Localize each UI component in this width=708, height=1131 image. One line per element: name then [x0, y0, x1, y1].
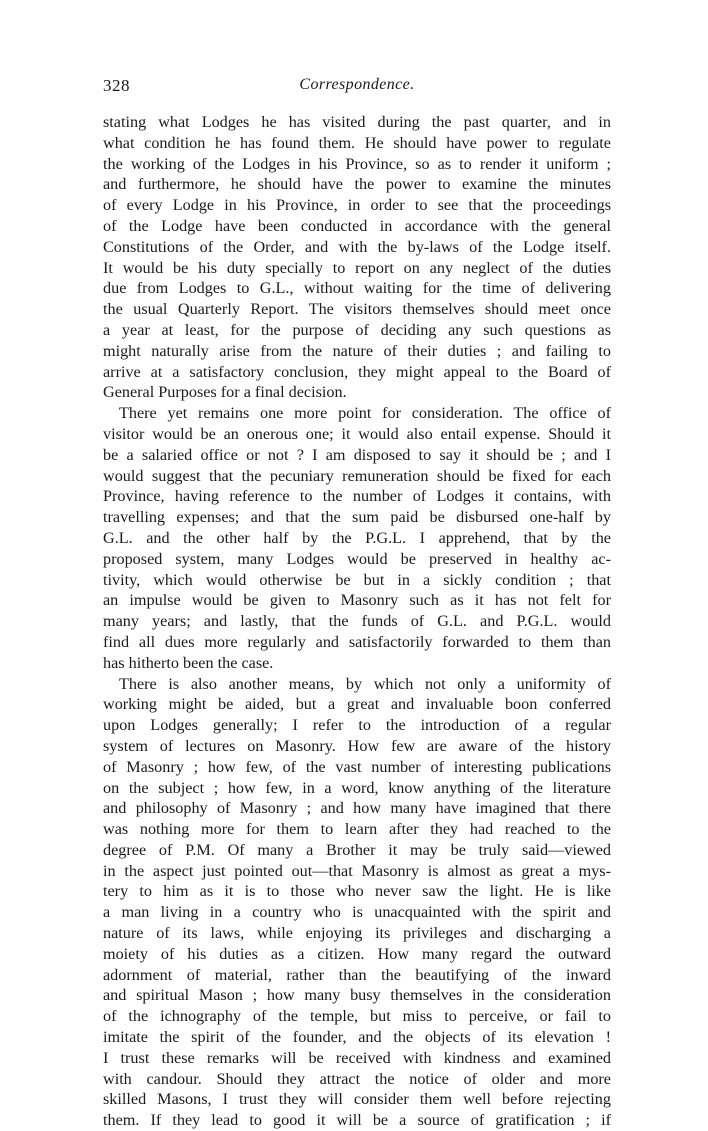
text-line: the usual Quarterly Report. The visitors themselves should meet once: [103, 300, 611, 319]
paragraph-start-line: There is also another means, by which not only a uniformity of: [119, 674, 611, 693]
text-line: of the ichnography of the temple, but miss to perceive, or fail to: [103, 1007, 611, 1026]
text-line: Province, having reference to the number of Lodges it contains, with: [103, 487, 611, 506]
text-line: of every Lodge in his Province, in order to see that the proceedings: [103, 196, 611, 215]
running-head: [103, 76, 611, 100]
text-line: upon Lodges generally; I refer to the introduction of a regular: [103, 716, 611, 735]
text-line: in the aspect just pointed out—that Masonry is almost as great a mys-: [103, 861, 611, 880]
body-text: [103, 112, 611, 1131]
text-line: due from Lodges to G.L., without waiting for the time of delivering: [103, 279, 611, 298]
text-line: the working of the Lodges in his Province, so as to render it uniform ;: [103, 154, 611, 173]
text-line: be a salaried office or not ? I am disposed to say it should be ; and I: [103, 445, 611, 464]
text-line: stating what Lodges he has visited during the past quarter, and in: [103, 113, 611, 131]
text-line: an impulse would be given to Masonry such as it has not felt for: [103, 591, 611, 610]
text-line: I trust these remarks will be received with kindness and examined: [103, 1048, 611, 1067]
text-line: has hitherto been the case.: [103, 653, 274, 672]
text-line: them. If they lead to good it will be a source of gratification ; if: [103, 1111, 611, 1130]
text-line: with candour. Should they attract the notice of older and more: [103, 1069, 611, 1088]
text-line: General Purposes for a final decision.: [103, 383, 347, 402]
text-line: on the subject ; how few, in a word, know anything of the literature: [103, 778, 611, 797]
text-line: degree of P.M. Of many a Brother it may be truly said—viewed: [103, 840, 611, 859]
text-line: was nothing more for them to learn after they had reached to the: [103, 820, 611, 839]
text-line: moiety of his duties as a citizen. How many regard the outward: [103, 944, 611, 963]
page-number: 328: [103, 76, 130, 95]
text-line: would suggest that the pecuniary remuneration should be fixed for each: [103, 466, 611, 485]
running-title: Correspondence.: [299, 76, 415, 93]
text-line: It would be his duty specially to report on any neglect of the duties: [103, 258, 611, 277]
text-line: G.L. and the other half by the P.G.L. I apprehend, that by the: [103, 528, 611, 547]
text-line: many years; and lastly, that the funds of G.L. and P.G.L. would: [103, 612, 611, 631]
text-line: travelling expenses; and that the sum paid be disbursed one-half by: [103, 508, 611, 527]
text-line: tery to him as it is to those who never saw the light. He is like: [103, 882, 611, 901]
text-line: might naturally arise from the nature of their duties ; and failing to: [103, 341, 611, 360]
text-line: a man living in a country who is unacquainted with the spirit and: [103, 903, 611, 922]
text-line: and spiritual Mason ; how many busy themselves in the consideration: [103, 986, 611, 1005]
text-line: and furthermore, he should have the power to examine the minutes: [103, 175, 611, 194]
text-line: and philosophy of Masonry ; and how many have imagined that there: [103, 799, 611, 818]
text-line: what condition he has found them. He should have power to regulate: [103, 133, 611, 152]
text-line: arrive at a satisfactory conclusion, they might appeal to the Board of: [103, 362, 611, 381]
text-line: visitor would be an onerous one; it would also entail expense. Should it: [103, 424, 611, 443]
text-line: find all dues more regularly and satisfactorily forwarded to them than: [103, 632, 611, 651]
text-line: tivity, which would otherwise be but in a sickly condition ; that: [103, 570, 611, 589]
text-line: skilled Masons, I trust they will consider them well before rejecting: [103, 1090, 611, 1109]
text-line: system of lectures on Masonry. How few are aware of the history: [103, 736, 611, 755]
text-line: proposed system, many Lodges would be preserved in healthy ac-: [103, 549, 611, 568]
paragraph-start-line: There yet remains one more point for consideration. The office of: [119, 404, 611, 423]
text-line: of the Lodge have been conducted in accordance with the general: [103, 216, 611, 235]
text-line: a year at least, for the purpose of deciding any such questions as: [103, 320, 611, 339]
text-line: working might be aided, but a great and invaluable boon conferred: [103, 695, 611, 714]
text-line: of Masonry ; how few, of the vast number of interesting publications: [103, 757, 611, 776]
text-line: Constitutions of the Order, and with the by-laws of the Lodge itself.: [103, 237, 611, 256]
text-line: nature of its laws, while enjoying its privileges and discharging a: [103, 924, 611, 943]
text-line: imitate the spirit of the founder, and the objects of its elevation !: [103, 1028, 611, 1047]
text-line: adornment of material, rather than the beautifying of the inward: [103, 965, 611, 984]
